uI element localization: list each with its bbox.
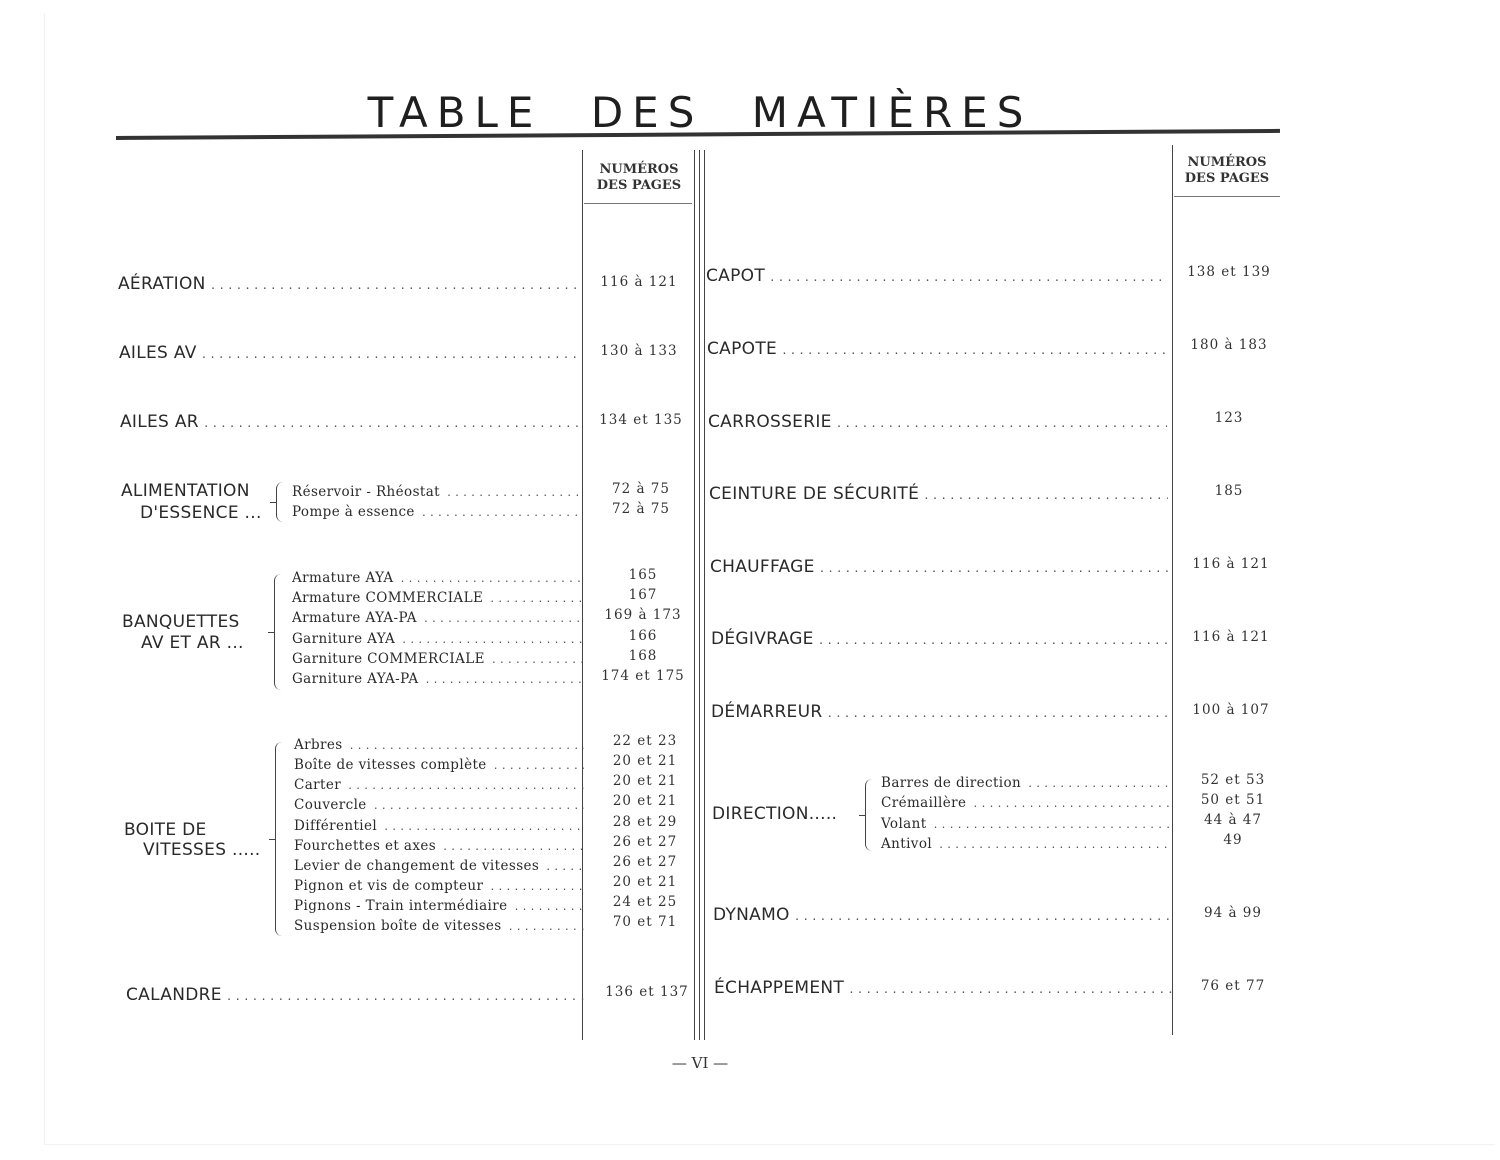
sub-entry bbox=[294, 757, 584, 773]
page-ref: 130 à 133 bbox=[600, 343, 678, 359]
pages-header-line2: DES PAGES bbox=[596, 178, 682, 193]
leader-dots bbox=[226, 990, 584, 1003]
entry-label: CAPOTE bbox=[707, 339, 778, 359]
sub-entry bbox=[294, 858, 584, 874]
toc-entry-calandre bbox=[126, 985, 584, 1005]
page-ref: 168 bbox=[628, 648, 658, 664]
right-pages-header bbox=[1172, 155, 1282, 187]
page-ref: 28 et 29 bbox=[612, 814, 678, 830]
page-ref: 174 et 175 bbox=[601, 668, 685, 684]
sub-entry-label: Barres de direction bbox=[881, 775, 1022, 791]
leader-dots bbox=[442, 842, 584, 853]
section-label-boite-1: BOITE DE bbox=[124, 820, 207, 840]
page-ref: 49 bbox=[1223, 832, 1243, 848]
sub-entry bbox=[292, 590, 582, 606]
page-ref: 76 et 77 bbox=[1200, 978, 1266, 994]
leader-dots bbox=[923, 489, 1168, 502]
page-ref: 116 à 121 bbox=[1192, 629, 1270, 645]
leader-dots bbox=[819, 562, 1168, 575]
section-label-banquettes-2: AV ET AR ... bbox=[141, 633, 244, 653]
sub-entry-label: Pignons - Train intermédiaire bbox=[294, 898, 508, 914]
sub-entry bbox=[294, 918, 584, 934]
leader-dots bbox=[836, 417, 1167, 430]
leader-dots bbox=[373, 801, 584, 812]
page-ref: 138 et 139 bbox=[1187, 264, 1271, 280]
leader-dots bbox=[826, 707, 1169, 720]
page-ref: 123 bbox=[1214, 410, 1244, 426]
leader-dots bbox=[1027, 779, 1171, 790]
sub-entry bbox=[294, 818, 584, 834]
section-label-direction: DIRECTION..... bbox=[712, 804, 838, 824]
leader-dots bbox=[347, 781, 584, 792]
brace bbox=[274, 574, 281, 690]
sub-entry-label: Arbres bbox=[294, 737, 343, 753]
leader-dots bbox=[545, 862, 584, 873]
right-pages-header-underline bbox=[1174, 196, 1280, 197]
page-ref: 26 et 27 bbox=[612, 854, 678, 870]
sub-entry-label: Armature AYA-PA bbox=[292, 610, 417, 626]
page-title: TABLE DES MATIÈRES bbox=[367, 88, 1033, 138]
leader-dots bbox=[938, 840, 1171, 851]
page-ref: 136 et 137 bbox=[605, 984, 689, 1000]
page-ref: 167 bbox=[628, 587, 658, 603]
leader-dots bbox=[425, 675, 582, 686]
entry-label: CARROSSERIE bbox=[708, 412, 832, 432]
left-pages-header bbox=[584, 162, 694, 194]
leader-dots bbox=[508, 922, 584, 933]
sub-entry-label: Garniture COMMERCIALE bbox=[292, 651, 485, 667]
page-ref: 72 à 75 bbox=[612, 501, 670, 517]
sub-entry-label: Pignon et vis de compteur bbox=[294, 878, 484, 894]
toc-entry-ailes-av bbox=[119, 343, 580, 363]
toc-entry-dynamo bbox=[713, 905, 1171, 925]
leader-dots bbox=[972, 799, 1171, 810]
leader-dots bbox=[781, 344, 1166, 357]
leader-dots bbox=[493, 761, 584, 772]
sub-entry-label: Armature AYA bbox=[292, 570, 394, 586]
leader-dots bbox=[210, 279, 580, 292]
page-ref: 22 et 23 bbox=[612, 733, 678, 749]
page-ref: 20 et 21 bbox=[612, 874, 678, 890]
sub-entry bbox=[292, 484, 582, 500]
left-pages-header-underline bbox=[584, 203, 692, 204]
page-ref: 116 à 121 bbox=[1192, 556, 1270, 572]
leader-dots bbox=[421, 508, 582, 519]
page-ref: 70 et 71 bbox=[612, 914, 678, 930]
leader-dots bbox=[818, 634, 1169, 647]
leader-dots bbox=[848, 983, 1172, 996]
section-label-boite-2: VITESSES ..... bbox=[143, 840, 261, 860]
toc-entry-aeration bbox=[118, 274, 580, 294]
page-ref: 94 à 99 bbox=[1204, 905, 1262, 921]
page-ref: 165 bbox=[628, 567, 658, 583]
page-ref: 50 et 51 bbox=[1200, 792, 1266, 808]
sub-entry bbox=[292, 610, 582, 626]
leader-dots bbox=[349, 741, 584, 752]
sub-entry bbox=[294, 878, 584, 894]
leader-dots bbox=[203, 417, 581, 430]
sub-entry-label: Levier de changement de vitesses bbox=[294, 858, 540, 874]
sub-entry-label: Crémaillère bbox=[881, 795, 967, 811]
sub-entry bbox=[292, 631, 582, 647]
sub-entry-label: Suspension boîte de vitesses bbox=[294, 918, 502, 934]
entry-label: ÉCHAPPEMENT bbox=[714, 978, 845, 998]
toc-entry-capot bbox=[706, 266, 1166, 286]
page-ref: 20 et 21 bbox=[612, 793, 678, 809]
page-ref: 44 à 47 bbox=[1204, 812, 1262, 828]
sub-entry-label: Garniture AYA bbox=[292, 631, 396, 647]
toc-entry-capote bbox=[707, 339, 1166, 359]
sub-entry-label: Pompe à essence bbox=[292, 504, 415, 520]
entry-label: CEINTURE DE SÉCURITÉ bbox=[709, 484, 920, 504]
page-ref: 134 et 135 bbox=[599, 412, 683, 428]
page-ref: 20 et 21 bbox=[612, 773, 678, 789]
sub-entry bbox=[292, 671, 582, 687]
sub-entry bbox=[294, 898, 584, 914]
page-ref: 24 et 25 bbox=[612, 894, 678, 910]
sub-entry-label: Fourchettes et axes bbox=[294, 838, 437, 854]
sub-entry-label: Carter bbox=[294, 777, 342, 793]
leader-dots bbox=[491, 655, 582, 666]
entry-label: AILES AR bbox=[120, 412, 199, 432]
page-ref: 26 et 27 bbox=[612, 834, 678, 850]
sub-entry bbox=[881, 795, 1171, 811]
leader-dots bbox=[513, 902, 584, 913]
brace bbox=[865, 779, 872, 851]
pages-header-line2: DES PAGES bbox=[1184, 171, 1270, 186]
toc-entry-echappement bbox=[714, 978, 1172, 998]
pages-header-line1: NUMÉROS bbox=[599, 162, 679, 177]
leader-dots bbox=[794, 910, 1171, 923]
leader-dots bbox=[933, 820, 1171, 831]
toc-entry-demarreur bbox=[711, 702, 1169, 722]
toc-entry-ceinture bbox=[709, 484, 1168, 504]
page-ref: 185 bbox=[1214, 483, 1244, 499]
sub-entry bbox=[292, 651, 582, 667]
entry-label: DÉGIVRAGE bbox=[711, 629, 814, 649]
sub-entry bbox=[294, 838, 584, 854]
section-label-alimentation-1: ALIMENTATION bbox=[121, 481, 250, 501]
sub-entry bbox=[881, 836, 1171, 852]
center-double-rule-b bbox=[704, 150, 705, 1040]
brace bbox=[275, 742, 282, 936]
sub-entry bbox=[881, 816, 1171, 832]
page-ref: 166 bbox=[628, 628, 658, 644]
sub-entry bbox=[294, 797, 584, 813]
entry-label: CHAUFFAGE bbox=[710, 557, 815, 577]
page-ref: 20 et 21 bbox=[612, 753, 678, 769]
sub-entry bbox=[294, 777, 584, 793]
sub-entry-label: Garniture AYA-PA bbox=[292, 671, 419, 687]
sub-entry-label: Armature COMMERCIALE bbox=[292, 590, 484, 606]
page-number: — VI — bbox=[671, 1054, 729, 1072]
leader-dots bbox=[489, 594, 582, 605]
sub-entry bbox=[292, 570, 582, 586]
leader-dots bbox=[383, 822, 584, 833]
pages-header-line1: NUMÉROS bbox=[1187, 155, 1267, 170]
leader-dots bbox=[446, 488, 582, 499]
leader-dots bbox=[400, 574, 582, 585]
toc-entry-carrosserie bbox=[708, 412, 1167, 432]
sub-entry-label: Volant bbox=[881, 816, 927, 832]
page-ref: 100 à 107 bbox=[1192, 702, 1270, 718]
leader-dots bbox=[201, 348, 580, 361]
section-label-banquettes-1: BANQUETTES bbox=[122, 612, 240, 632]
page-ref: 180 à 183 bbox=[1190, 337, 1268, 353]
entry-label: AILES AV bbox=[119, 343, 197, 363]
sub-entry-label: Couvercle bbox=[294, 797, 367, 813]
section-label-alimentation-2: D'ESSENCE ... bbox=[140, 503, 262, 523]
page-ref: 52 et 53 bbox=[1200, 772, 1266, 788]
entry-label: DYNAMO bbox=[713, 905, 790, 925]
page-ref: 169 à 173 bbox=[604, 607, 682, 623]
sub-entry-label: Réservoir - Rhéostat bbox=[292, 484, 440, 500]
sub-entry bbox=[294, 737, 584, 753]
page-ref: 72 à 75 bbox=[612, 481, 670, 497]
leader-dots bbox=[423, 614, 582, 625]
sub-entry-label: Antivol bbox=[881, 836, 933, 852]
brace bbox=[276, 482, 283, 522]
leader-dots bbox=[489, 882, 584, 893]
toc-entry-degivrage bbox=[711, 629, 1169, 649]
entry-label: CALANDRE bbox=[126, 985, 222, 1005]
sub-entry-label: Boîte de vitesses complète bbox=[294, 757, 487, 773]
entry-label: DÉMARREUR bbox=[711, 702, 823, 722]
sub-entry-label: Différentiel bbox=[294, 818, 378, 834]
toc-entry-ailes-ar bbox=[120, 412, 581, 432]
entry-label: AÉRATION bbox=[118, 274, 206, 294]
sub-entry bbox=[881, 775, 1171, 791]
leader-dots bbox=[401, 635, 582, 646]
leader-dots bbox=[769, 271, 1166, 284]
page-ref: 116 à 121 bbox=[600, 274, 678, 290]
toc-entry-chauffage bbox=[710, 557, 1168, 577]
entry-label: CAPOT bbox=[706, 266, 766, 286]
sub-entry bbox=[292, 504, 582, 520]
